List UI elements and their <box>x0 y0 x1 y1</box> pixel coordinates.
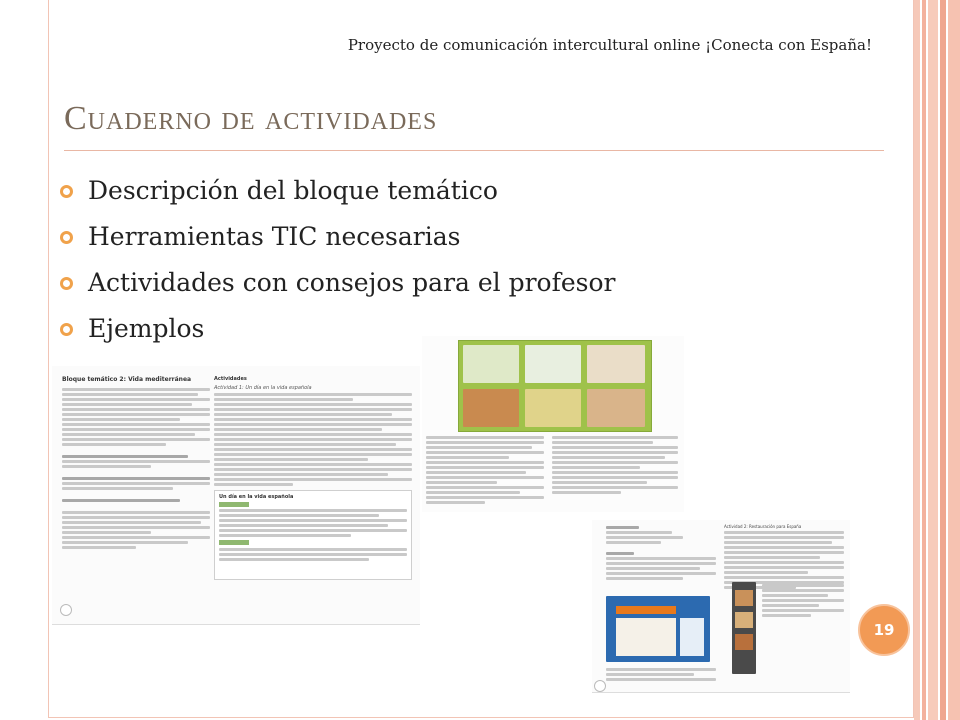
doc-right-column <box>214 376 412 580</box>
slide-header: Proyecto de comunicación intercultural online ¡Conecta con España! <box>347 36 872 54</box>
page-number-badge: 19 <box>858 604 910 656</box>
bullet-ring-icon <box>60 277 73 290</box>
decor-stripe <box>928 0 938 720</box>
bullet-text: Herramientas TIC necesarias <box>88 222 461 251</box>
doc-example-box <box>214 490 412 580</box>
decor-stripe <box>940 0 946 720</box>
bullet-list <box>60 176 616 360</box>
doc-heading: Actividad 2: Restauración para España <box>724 524 802 529</box>
doc-left-column <box>62 376 210 551</box>
page-corner-icon <box>594 680 606 692</box>
decor-stripe <box>914 0 920 720</box>
title-divider <box>64 150 884 151</box>
page-corner-icon <box>60 604 72 616</box>
doc-text-block <box>762 582 844 619</box>
bullet-item <box>60 176 616 222</box>
bullet-text: Actividades con consejos para el profesor <box>88 268 616 297</box>
doc-text-block <box>426 434 544 506</box>
doc-activities-label: Actividades <box>214 376 247 382</box>
doc-text-block <box>552 434 678 496</box>
bullet-ring-icon <box>60 323 73 336</box>
bullet-item <box>60 268 616 314</box>
doc-right-column <box>724 524 844 591</box>
slides-grid <box>458 340 652 432</box>
slide-title: Cuaderno de actividades <box>64 100 438 137</box>
bullet-ring-icon <box>60 231 73 244</box>
blog-example-thumbnail <box>592 520 850 693</box>
decor-stripe <box>922 0 926 720</box>
recipe-strip <box>732 582 756 674</box>
doc-text-block <box>606 666 716 683</box>
doc-heading: Bloque temático 2: Vida mediterránea <box>62 376 192 383</box>
doc-subheading: Actividad 1: Un día en la vida española <box>214 385 312 391</box>
blog-screenshot <box>606 596 710 662</box>
decor-stripe <box>948 0 960 720</box>
doc-left-column <box>606 524 716 582</box>
doc-box-title: Un día en la vida española <box>219 494 294 500</box>
bullet-text: Descripción del bloque temático <box>88 176 498 205</box>
bullet-ring-icon <box>60 185 73 198</box>
slides-preview-thumbnail <box>422 336 684 512</box>
bullet-item <box>60 222 616 268</box>
bullet-text: Ejemplos <box>88 314 205 343</box>
example-document-thumbnail <box>52 366 420 625</box>
